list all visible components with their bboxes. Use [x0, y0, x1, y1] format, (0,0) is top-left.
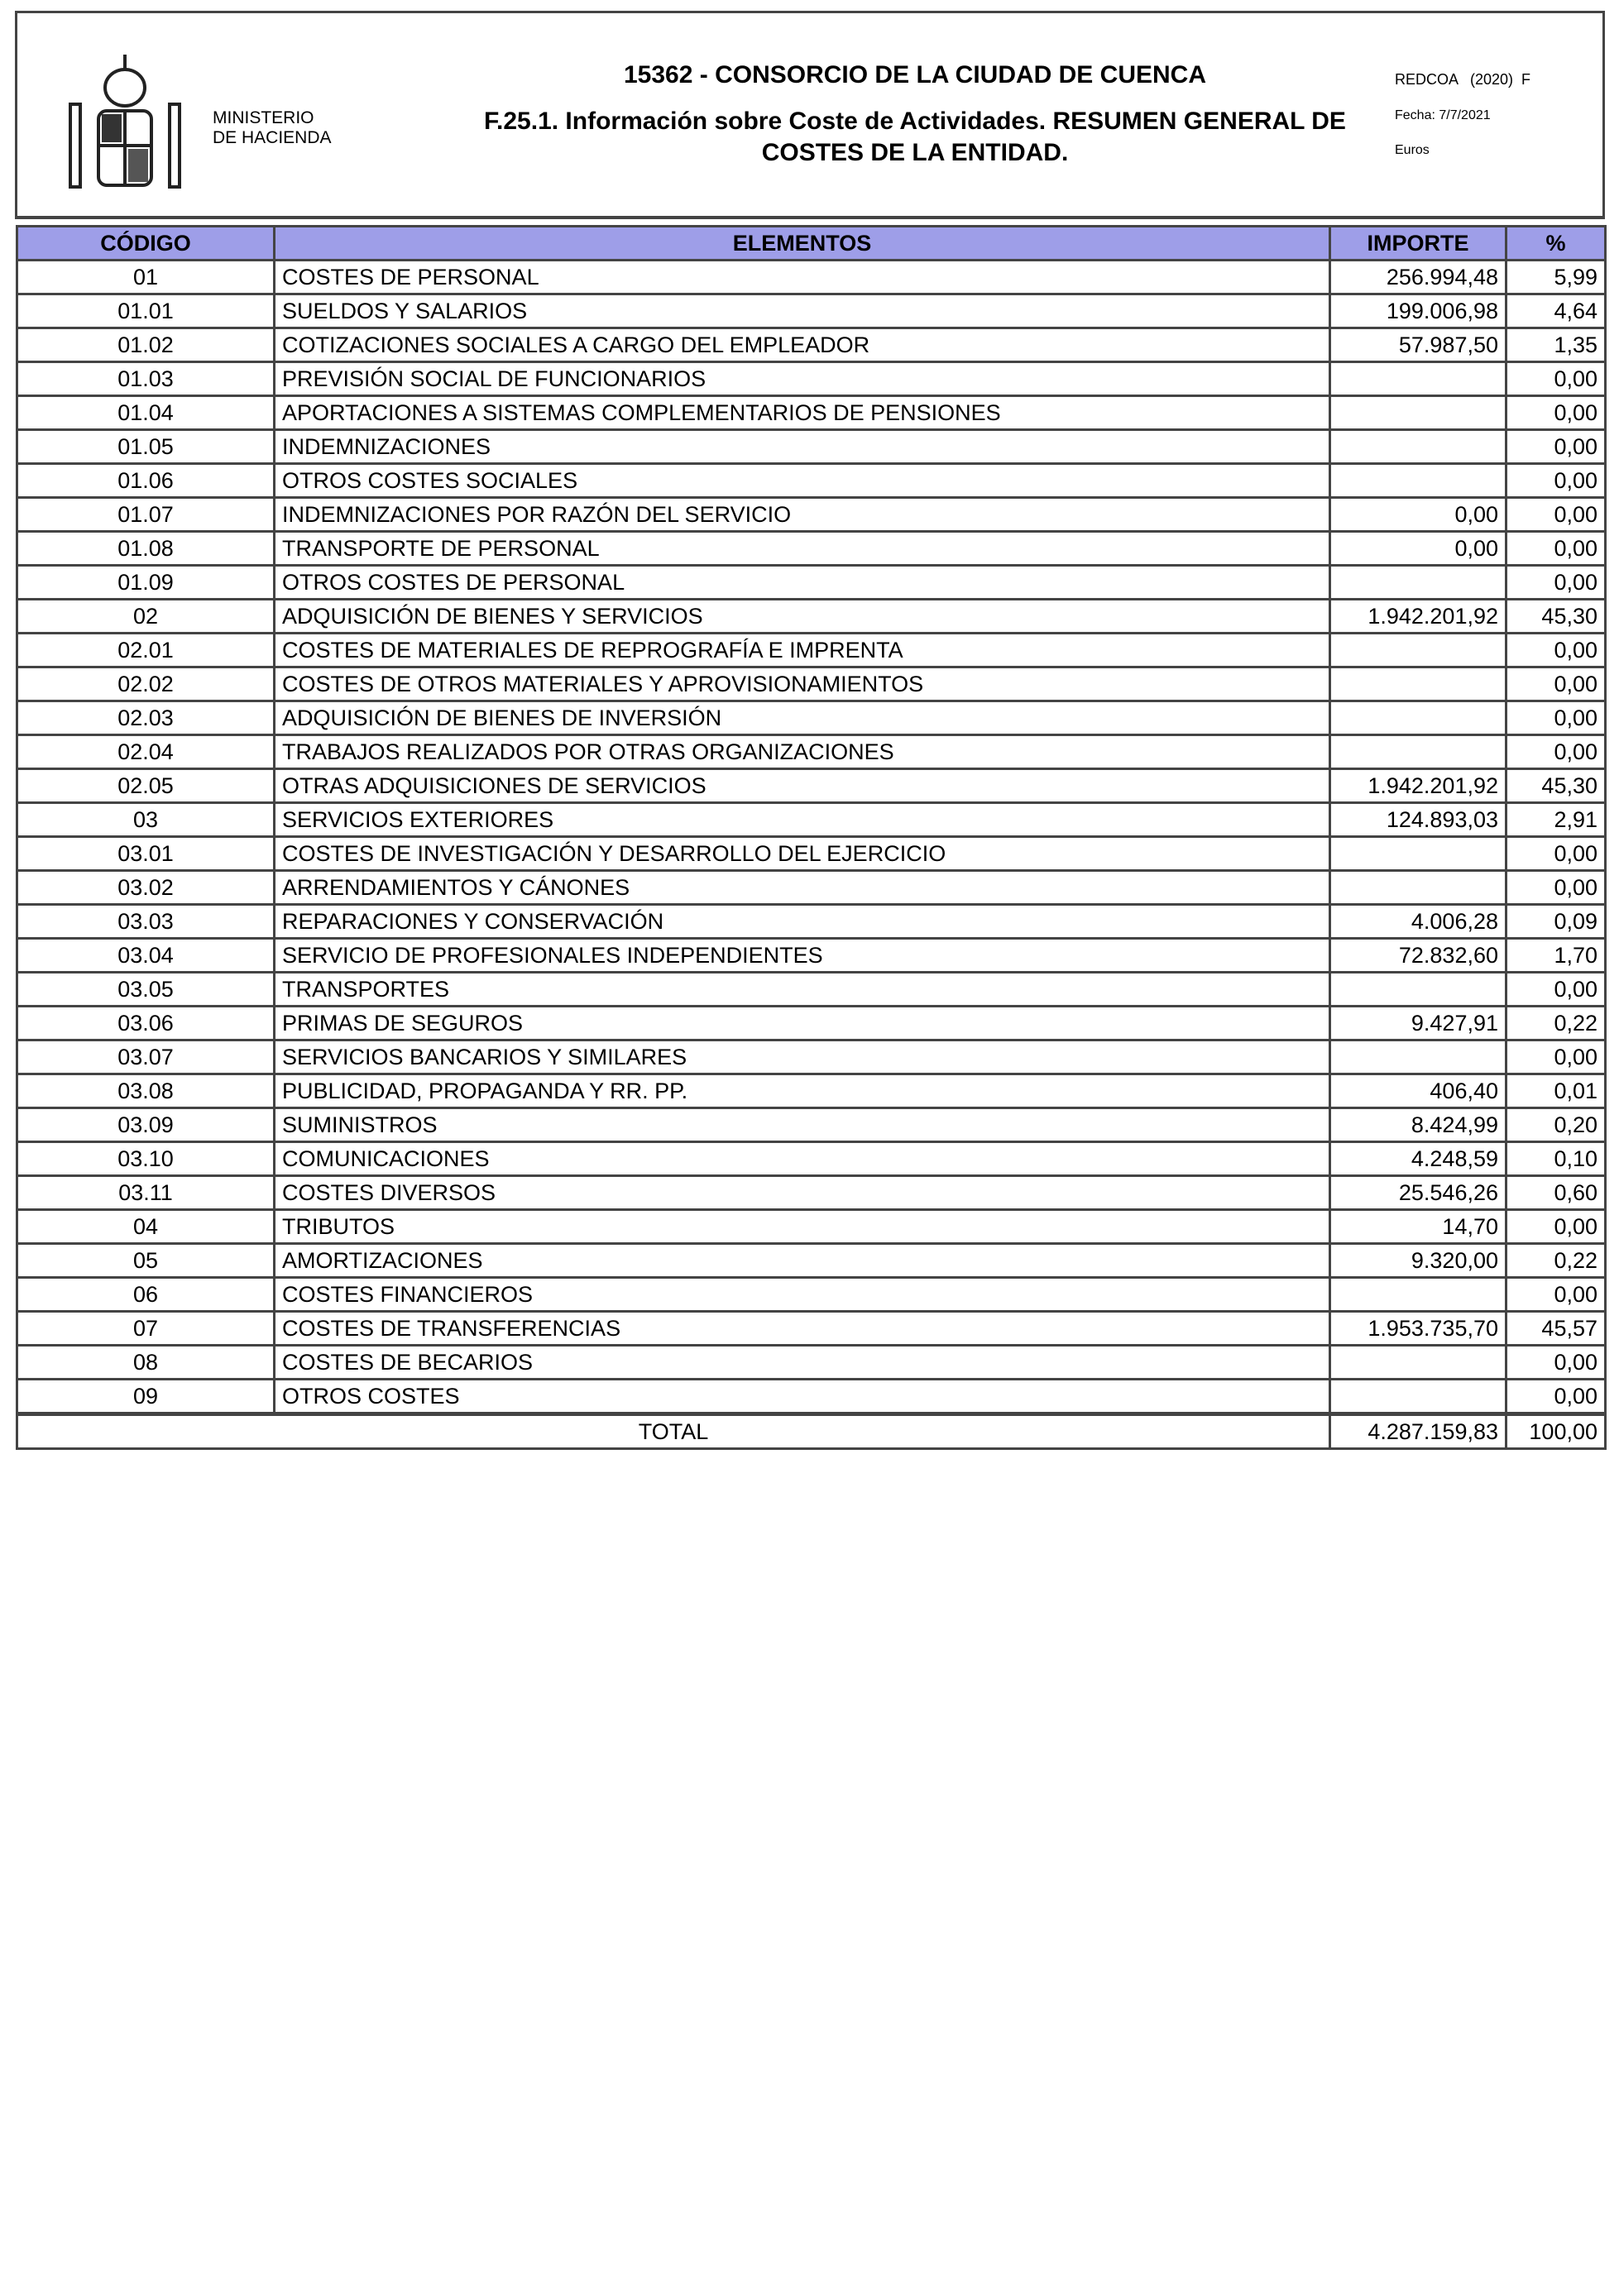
row-amount — [1330, 430, 1506, 464]
table-row — [17, 430, 1606, 464]
row-amount — [1330, 1346, 1506, 1380]
row-amount: 25.546,26 — [1330, 1176, 1506, 1210]
table-row — [17, 261, 1606, 294]
table-row — [17, 1380, 1606, 1414]
table-row — [17, 667, 1606, 701]
table-row — [17, 566, 1606, 600]
table-row — [17, 1312, 1606, 1346]
row-percent: 45,57 — [1506, 1312, 1606, 1346]
row-amount: 199.006,98 — [1330, 294, 1506, 328]
row-percent: 0,00 — [1506, 464, 1606, 498]
row-amount: 124.893,03 — [1330, 803, 1506, 837]
row-element: INDEMNIZACIONES POR RAZÓN DEL SERVICIO — [275, 498, 1330, 532]
row-amount — [1330, 362, 1506, 396]
row-percent: 0,00 — [1506, 362, 1606, 396]
row-code: 03.01 — [17, 837, 275, 871]
row-amount — [1330, 464, 1506, 498]
table-row — [17, 1040, 1606, 1074]
table-row — [17, 837, 1606, 871]
row-code: 03.07 — [17, 1040, 275, 1074]
row-percent: 0,00 — [1506, 701, 1606, 735]
row-element: COSTES DE OTROS MATERIALES Y APROVISIONAMIENTOS — [275, 667, 1330, 701]
row-percent: 0,00 — [1506, 1346, 1606, 1380]
cost-summary-table — [16, 225, 1607, 1450]
row-element: ARRENDAMIENTOS Y CÁNONES — [275, 871, 1330, 905]
ministry-line-1: MINISTERIO — [213, 108, 314, 127]
row-code: 01.04 — [17, 396, 275, 430]
row-element: SERVICIO DE PROFESIONALES INDEPENDIENTES — [275, 939, 1330, 973]
row-amount: 0,00 — [1330, 498, 1506, 532]
ministry-name — [213, 108, 332, 148]
table-row — [17, 634, 1606, 667]
row-element: ADQUISICIÓN DE BIENES Y SERVICIOS — [275, 600, 1330, 634]
table-row — [17, 871, 1606, 905]
row-element: REPARACIONES Y CONSERVACIÓN — [275, 905, 1330, 939]
row-code: 06 — [17, 1278, 275, 1312]
row-code: 03 — [17, 803, 275, 837]
row-amount: 256.994,48 — [1330, 261, 1506, 294]
table-row — [17, 1278, 1606, 1312]
coat-of-arms-logo — [59, 55, 191, 195]
row-amount: 4.006,28 — [1330, 905, 1506, 939]
row-amount — [1330, 735, 1506, 769]
document-subtitle: F.25.1. Información sobre Coste de Actividades. RESUMEN GENERAL DE COSTES DE LA ENTIDAD. — [484, 108, 1346, 166]
row-amount — [1330, 837, 1506, 871]
row-percent: 0,60 — [1506, 1176, 1606, 1210]
table-row — [17, 1007, 1606, 1040]
row-code: 01.07 — [17, 498, 275, 532]
table-row — [17, 701, 1606, 735]
row-percent: 0,20 — [1506, 1108, 1606, 1142]
row-code: 03.02 — [17, 871, 275, 905]
row-element: COSTES DE MATERIALES DE REPROGRAFÍA E IMPRENTA — [275, 634, 1330, 667]
row-amount — [1330, 1040, 1506, 1074]
row-amount: 1.942.201,92 — [1330, 769, 1506, 803]
document-header — [15, 11, 1605, 219]
row-element: PRIMAS DE SEGUROS — [275, 1007, 1330, 1040]
table-row — [17, 1244, 1606, 1278]
row-element: COSTES FINANCIEROS — [275, 1278, 1330, 1312]
row-element: SUELDOS Y SALARIOS — [275, 294, 1330, 328]
row-amount — [1330, 1380, 1506, 1414]
row-percent: 1,35 — [1506, 328, 1606, 362]
table-row — [17, 362, 1606, 396]
row-percent: 0,00 — [1506, 1040, 1606, 1074]
row-percent: 2,91 — [1506, 803, 1606, 837]
row-amount: 9.320,00 — [1330, 1244, 1506, 1278]
row-code: 01.09 — [17, 566, 275, 600]
row-amount — [1330, 701, 1506, 735]
row-code: 03.11 — [17, 1176, 275, 1210]
row-element: PUBLICIDAD, PROPAGANDA Y RR. PP. — [275, 1074, 1330, 1108]
row-percent: 0,00 — [1506, 430, 1606, 464]
row-percent: 1,70 — [1506, 939, 1606, 973]
row-code: 02.01 — [17, 634, 275, 667]
row-amount: 9.427,91 — [1330, 1007, 1506, 1040]
row-percent: 0,10 — [1506, 1142, 1606, 1176]
row-percent: 0,00 — [1506, 973, 1606, 1007]
table-row — [17, 328, 1606, 362]
row-code: 03.06 — [17, 1007, 275, 1040]
currency-label: Euros — [1395, 143, 1430, 157]
column-header-percent: % — [1506, 227, 1606, 261]
row-code: 03.09 — [17, 1108, 275, 1142]
row-percent: 0,09 — [1506, 905, 1606, 939]
row-element: SERVICIOS BANCARIOS Y SIMILARES — [275, 1040, 1330, 1074]
row-element: SUMINISTROS — [275, 1108, 1330, 1142]
table-row — [17, 735, 1606, 769]
row-element: TRANSPORTE DE PERSONAL — [275, 532, 1330, 566]
row-element: OTROS COSTES DE PERSONAL — [275, 566, 1330, 600]
total-percent: 100,00 — [1506, 1414, 1606, 1449]
table-row — [17, 803, 1606, 837]
row-amount — [1330, 973, 1506, 1007]
row-code: 02.04 — [17, 735, 275, 769]
table-row — [17, 1176, 1606, 1210]
row-percent: 0,00 — [1506, 1278, 1606, 1312]
document-title: 15362 - CONSORCIO DE LA CIUDAD DE CUENCA — [624, 61, 1206, 88]
row-percent: 0,00 — [1506, 837, 1606, 871]
total-label: TOTAL — [17, 1414, 1330, 1449]
table-row — [17, 396, 1606, 430]
row-percent: 0,22 — [1506, 1244, 1606, 1278]
row-percent: 0,00 — [1506, 396, 1606, 430]
row-element: COSTES DE INVESTIGACIÓN Y DESARROLLO DEL EJERCICIO — [275, 837, 1330, 871]
row-element: COSTES DE TRANSFERENCIAS — [275, 1312, 1330, 1346]
row-element: ADQUISICIÓN DE BIENES DE INVERSIÓN — [275, 701, 1330, 735]
row-amount: 406,40 — [1330, 1074, 1506, 1108]
row-code: 02.02 — [17, 667, 275, 701]
row-code: 01.02 — [17, 328, 275, 362]
table-row — [17, 769, 1606, 803]
row-element: TRANSPORTES — [275, 973, 1330, 1007]
row-code: 01.03 — [17, 362, 275, 396]
report-code: REDCOA (2020) F — [1395, 71, 1531, 88]
table-row — [17, 464, 1606, 498]
row-amount — [1330, 396, 1506, 430]
column-header-code: CÓDIGO — [17, 227, 275, 261]
row-percent: 0,01 — [1506, 1074, 1606, 1108]
table-row — [17, 532, 1606, 566]
table-row — [17, 1142, 1606, 1176]
table-row — [17, 1210, 1606, 1244]
row-percent: 5,99 — [1506, 261, 1606, 294]
row-amount: 72.832,60 — [1330, 939, 1506, 973]
column-header-amount: IMPORTE — [1330, 227, 1506, 261]
table-row — [17, 600, 1606, 634]
row-element: COSTES DE BECARIOS — [275, 1346, 1330, 1380]
row-code: 09 — [17, 1380, 275, 1414]
row-code: 01.08 — [17, 532, 275, 566]
row-percent: 0,00 — [1506, 1210, 1606, 1244]
row-code: 02.03 — [17, 701, 275, 735]
row-amount: 57.987,50 — [1330, 328, 1506, 362]
row-element: SERVICIOS EXTERIORES — [275, 803, 1330, 837]
total-amount: 4.287.159,83 — [1330, 1414, 1506, 1449]
row-element: PREVISIÓN SOCIAL DE FUNCIONARIOS — [275, 362, 1330, 396]
row-percent: 0,00 — [1506, 735, 1606, 769]
row-code: 01.05 — [17, 430, 275, 464]
table-row — [17, 939, 1606, 973]
row-element: OTROS COSTES — [275, 1380, 1330, 1414]
row-percent: 0,00 — [1506, 634, 1606, 667]
row-element: COTIZACIONES SOCIALES A CARGO DEL EMPLEADOR — [275, 328, 1330, 362]
row-element: OTRAS ADQUISICIONES DE SERVICIOS — [275, 769, 1330, 803]
row-element: COSTES DIVERSOS — [275, 1176, 1330, 1210]
ministry-line-2: DE HACIENDA — [213, 128, 332, 147]
row-amount: 1.942.201,92 — [1330, 600, 1506, 634]
row-amount: 14,70 — [1330, 1210, 1506, 1244]
row-element: COSTES DE PERSONAL — [275, 261, 1330, 294]
row-amount — [1330, 566, 1506, 600]
row-amount — [1330, 871, 1506, 905]
row-amount: 1.953.735,70 — [1330, 1312, 1506, 1346]
row-percent: 0,00 — [1506, 498, 1606, 532]
row-code: 01.01 — [17, 294, 275, 328]
row-code: 03.05 — [17, 973, 275, 1007]
row-amount: 4.248,59 — [1330, 1142, 1506, 1176]
table-row — [17, 1346, 1606, 1380]
row-amount — [1330, 667, 1506, 701]
row-code: 04 — [17, 1210, 275, 1244]
total-row — [17, 1414, 1606, 1449]
row-percent: 4,64 — [1506, 294, 1606, 328]
table-row — [17, 973, 1606, 1007]
row-amount — [1330, 634, 1506, 667]
row-code: 01 — [17, 261, 275, 294]
table-row — [17, 905, 1606, 939]
row-element: COMUNICACIONES — [275, 1142, 1330, 1176]
table-row — [17, 1108, 1606, 1142]
row-percent: 0,00 — [1506, 532, 1606, 566]
row-percent: 0,00 — [1506, 1380, 1606, 1414]
row-element: INDEMNIZACIONES — [275, 430, 1330, 464]
table-row — [17, 294, 1606, 328]
row-code: 08 — [17, 1346, 275, 1380]
row-percent: 0,22 — [1506, 1007, 1606, 1040]
row-code: 03.08 — [17, 1074, 275, 1108]
row-code: 05 — [17, 1244, 275, 1278]
report-date: Fecha: 7/7/2021 — [1395, 108, 1491, 122]
row-percent: 0,00 — [1506, 667, 1606, 701]
table-header-row — [17, 227, 1606, 261]
row-amount — [1330, 1278, 1506, 1312]
row-code: 03.04 — [17, 939, 275, 973]
row-code: 07 — [17, 1312, 275, 1346]
row-code: 03.10 — [17, 1142, 275, 1176]
row-element: TRIBUTOS — [275, 1210, 1330, 1244]
row-percent: 0,00 — [1506, 566, 1606, 600]
row-amount: 0,00 — [1330, 532, 1506, 566]
row-amount: 8.424,99 — [1330, 1108, 1506, 1142]
row-code: 01.06 — [17, 464, 275, 498]
row-percent: 45,30 — [1506, 769, 1606, 803]
table-row — [17, 498, 1606, 532]
row-percent: 45,30 — [1506, 600, 1606, 634]
row-code: 02 — [17, 600, 275, 634]
row-element: OTROS COSTES SOCIALES — [275, 464, 1330, 498]
row-element: APORTACIONES A SISTEMAS COMPLEMENTARIOS DE PENSIONES — [275, 396, 1330, 430]
row-percent: 0,00 — [1506, 871, 1606, 905]
column-header-elements: ELEMENTOS — [275, 227, 1330, 261]
row-code: 02.05 — [17, 769, 275, 803]
row-code: 03.03 — [17, 905, 275, 939]
row-element: AMORTIZACIONES — [275, 1244, 1330, 1278]
row-element: TRABAJOS REALIZADOS POR OTRAS ORGANIZACIONES — [275, 735, 1330, 769]
table-row — [17, 1074, 1606, 1108]
